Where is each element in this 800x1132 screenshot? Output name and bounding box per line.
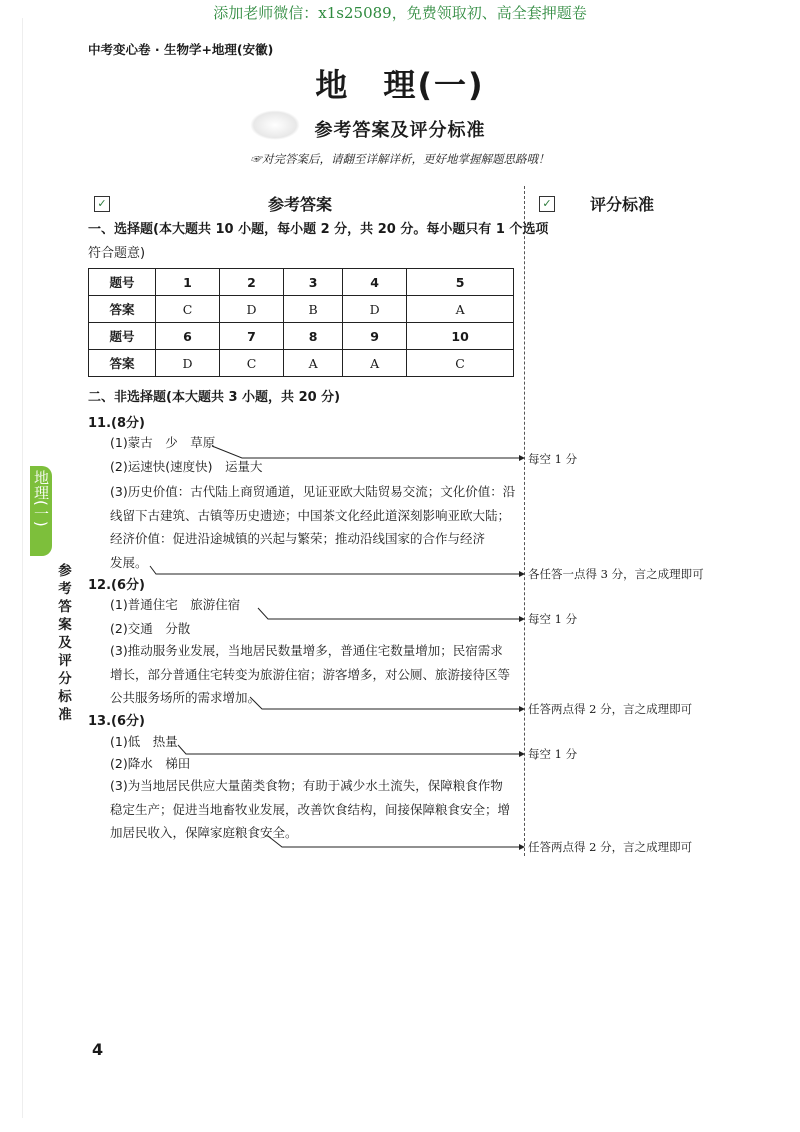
q12-answer-3-line: 增长，部分普通住宅转变为旅游住宿；游客增多，对公厕、旅游接待区等	[110, 666, 511, 682]
scoring-column-header: 评分标准	[590, 195, 655, 214]
subject-side-tab	[30, 466, 52, 556]
q11-number: 11.(8分)	[88, 416, 145, 431]
table-cell: A	[407, 296, 514, 323]
section2-heading: 二、非选择题(本大题共 3 小题，共 20 分)	[88, 390, 341, 405]
q11-answer-3-line: 经济价值：促进沿途城镇的兴起与繁荣；推动沿线国家的合作与经济	[110, 531, 486, 546]
q11-answer-1: (1)蒙古 少 草原	[110, 435, 216, 450]
instruction-note: ☞对完答案后，请翻至详解详析，更好地掌握解题思路哦！	[250, 152, 550, 166]
section1-heading-cont: 符合题意)	[88, 246, 146, 261]
series-header: 中考变心卷 · 生物学+地理(安徽)	[88, 42, 274, 57]
table-cell: C	[220, 350, 284, 377]
side-tab-text: 地理(一)	[32, 470, 50, 527]
arrow-q11-2	[150, 566, 524, 574]
table-cell: A	[343, 350, 407, 377]
table-cell: A	[284, 350, 343, 377]
table-cell: D	[343, 296, 407, 323]
arrow-q12-2	[250, 697, 524, 709]
side-label: 参考答案及评分标准	[58, 563, 72, 723]
table-cell: 6	[156, 323, 220, 350]
q13-answer-1: (1)低 热量	[110, 734, 178, 749]
q12-answer-1: (1)普通住宅 旅游住宿	[110, 597, 241, 612]
table-cell: 9	[343, 323, 407, 350]
table-cell: C	[156, 296, 220, 323]
q13-score-2: 任答两点得 2 分，言之成理即可	[528, 840, 693, 854]
q11-answer-3-line: (3)历史价值：古代陆上商贸通道，见证亚欧大陆贸易交流；文化价值：沿	[110, 484, 516, 499]
q11-answer-3-line: 发展。	[110, 554, 148, 570]
page-subtitle: 参考答案及评分标准	[314, 120, 486, 141]
table-cell: D	[156, 350, 220, 377]
section1-heading: 一、选择题(本大题共 10 小题，每小题 2 分，共 20 分。每小题只有 1 个选项	[88, 222, 549, 237]
arrow-q11-1	[212, 446, 524, 458]
table-cell: D	[220, 296, 284, 323]
table-row-label: 答案	[89, 296, 156, 323]
table-cell: 7	[220, 323, 284, 350]
q12-number: 12.(6分)	[88, 578, 145, 593]
arrow-q12-1	[258, 608, 524, 619]
q12-answer-2: (2)交通 分散	[110, 621, 191, 636]
page-title: 地 理(一)	[315, 66, 485, 104]
q13-answer-3-line: (3)为当地居民供应大量菌类食物；有助于减少水土流失，保障粮食作物	[110, 778, 503, 793]
table-row-label: 题号	[89, 323, 156, 350]
table-cell: 8	[284, 323, 343, 350]
table-cell: 2	[220, 269, 284, 296]
q13-answer-3-line: 稳定生产；促进当地畜牧业发展，改善饮食结构，间接保障粮食安全；增	[110, 801, 511, 817]
table-cell: 1	[156, 269, 220, 296]
q11-score-2: 各任答一点得 3 分，言之成理即可	[528, 567, 704, 581]
watermark-banner: 添加老师微信：x1s25089，免费领取初、高全套押题卷	[213, 4, 587, 22]
q13-answer-2: (2)降水 梯田	[110, 756, 191, 771]
q12-score-2: 任答两点得 2 分，言之成理即可	[528, 702, 693, 716]
answers-check-icon: ✓	[94, 196, 110, 212]
arrow-q13-2	[268, 836, 524, 847]
q11-answer-3-line: 线留下古建筑、古镇等历史遗迹；中国茶文化经此道深刻影响亚欧大陆；	[110, 507, 511, 523]
q12-answer-3-line: (3)推动服务业发展，当地居民数量增多，普通住宅数量增加；民宿需求	[110, 643, 503, 658]
q13-answer-3-line: 加居民收入，保障家庭粮食安全。	[110, 825, 298, 840]
q12-score-1: 每空 1 分	[528, 612, 578, 626]
scoring-check-icon: ✓	[539, 196, 555, 212]
q13-number: 13.(6分)	[88, 714, 145, 729]
arrow-q13-1	[178, 745, 524, 754]
table-row-label: 题号	[89, 269, 156, 296]
q12-answer-3-line: 公共服务场所的需求增加。	[110, 690, 261, 705]
q13-score-1: 每空 1 分	[528, 747, 578, 761]
table-row-label: 答案	[89, 350, 156, 377]
table-cell: 4	[343, 269, 407, 296]
table-cell: B	[284, 296, 343, 323]
table-cell: 10	[407, 323, 514, 350]
table-cell: C	[407, 350, 514, 377]
table-cell: 5	[407, 269, 514, 296]
table-cell: 3	[284, 269, 343, 296]
q11-score-1: 每空 1 分	[528, 452, 578, 466]
q11-answer-2: (2)运速快(速度快) 运量大	[110, 459, 263, 474]
page-number: 4	[92, 1040, 104, 1059]
answers-column-header: 参考答案	[268, 195, 333, 214]
